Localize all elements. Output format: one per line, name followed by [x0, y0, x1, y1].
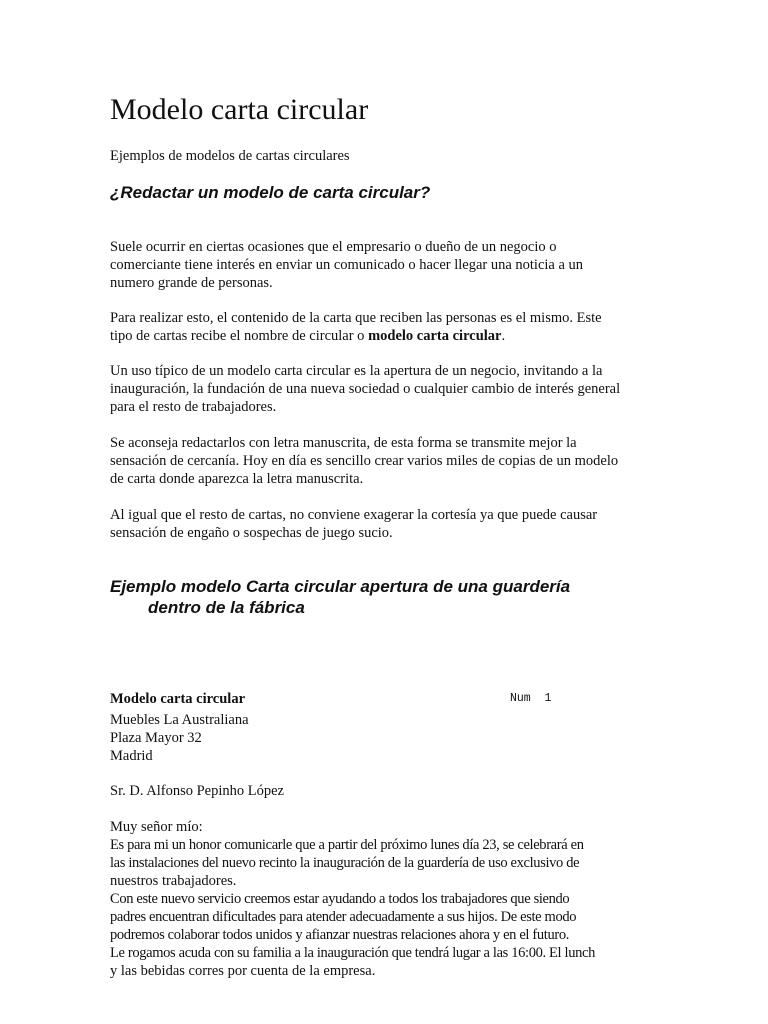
paragraph-definition [110, 309, 670, 345]
letter-line: Muy señor mío: [110, 819, 203, 835]
letter-body [110, 818, 595, 980]
bold-term: modelo carta circular [368, 328, 502, 344]
text-line: sensación de cercanía. Hoy en día es sencillo crear varios miles de copias de un modelo [110, 453, 619, 469]
text-line: para el resto de trabajadores. [110, 399, 277, 415]
paragraph-handwriting [110, 434, 670, 488]
text-line: Se aconseja redactarlos con letra manuscrita, de esta forma se transmite mejor la [110, 435, 577, 451]
text-fragment: . [501, 328, 506, 344]
section-heading-ejemplo [110, 576, 570, 618]
letter-line: y las bebidas corres por cuenta de la empresa. [110, 963, 376, 979]
text-line: Para realizar esto, el contenido de la carta que reciben las personas es el mismo. Este [110, 310, 602, 326]
paragraph-intro [110, 238, 670, 292]
address-line: Madrid [110, 748, 153, 764]
text-line: numero grande de personas. [110, 275, 273, 291]
section-heading-redactar: ¿Redactar un modelo de carta circular? [110, 183, 431, 202]
text-line: Suele ocurrir en ciertas ocasiones que el empresario o dueño de un negocio o [110, 239, 557, 255]
text-line: inauguración, la fundación de una nueva sociedad o cualquier cambio de interés general [110, 381, 621, 397]
page-title: Modelo carta circular [110, 93, 369, 126]
letter-number: Num 1 [510, 692, 552, 705]
paragraph-courtesy [110, 506, 670, 542]
letter-line: las instalaciones del nuevo recinto la inauguración de la guardería de uso exclusivo de [110, 855, 580, 871]
heading-line: Ejemplo modelo Carta circular apertura de una guardería [110, 577, 571, 596]
page-subtitle: Ejemplos de modelos de cartas circulares [110, 148, 350, 164]
letter-line: Con este nuevo servicio creemos estar ayudando a todos los trabajadores que siendo [110, 891, 570, 907]
letter-recipient: Sr. D. Alfonso Pepinho López [110, 783, 284, 799]
text-line [110, 327, 670, 345]
letter-line: Es para mi un honor comunicarle que a partir del próximo lunes día 23, se celebrará en [110, 837, 584, 853]
text-line: de carta donde aparezca la letra manuscrita. [110, 471, 364, 487]
letter-line: Le rogamos acuda con su familia a la inauguración que tendrá lugar a las 16:00. El lunch [110, 945, 595, 961]
paragraph-uses [110, 362, 670, 416]
letter-sender-address [110, 711, 249, 765]
text-line: Al igual que el resto de cartas, no conviene exagerar la cortesía ya que puede causar [110, 507, 598, 523]
text-line: Un uso típico de un modelo carta circular es la apertura de un negocio, invitando a la [110, 363, 603, 379]
letter-line: padres encuentran dificultades para atender adecuadamente a sus hijos. De este modo [110, 909, 577, 925]
text-line: sensación de engaño o sospechas de juego sucio. [110, 525, 393, 541]
address-line: Muebles La Australiana [110, 712, 249, 728]
letter-line: podremos colaborar todos unidos y afianzar nuestras relaciones ahora y en el futuro. [110, 927, 569, 943]
address-line: Plaza Mayor 32 [110, 730, 202, 746]
letter-title: Modelo carta circular [110, 691, 246, 707]
heading-line: dentro de la fábrica [148, 598, 305, 617]
text-fragment: tipo de cartas recibe el nombre de circular o [110, 328, 369, 344]
letter-line: nuestros trabajadores. [110, 873, 237, 889]
text-line: comerciante tiene interés en enviar un comunicado o hacer llegar una noticia a un [110, 257, 584, 273]
